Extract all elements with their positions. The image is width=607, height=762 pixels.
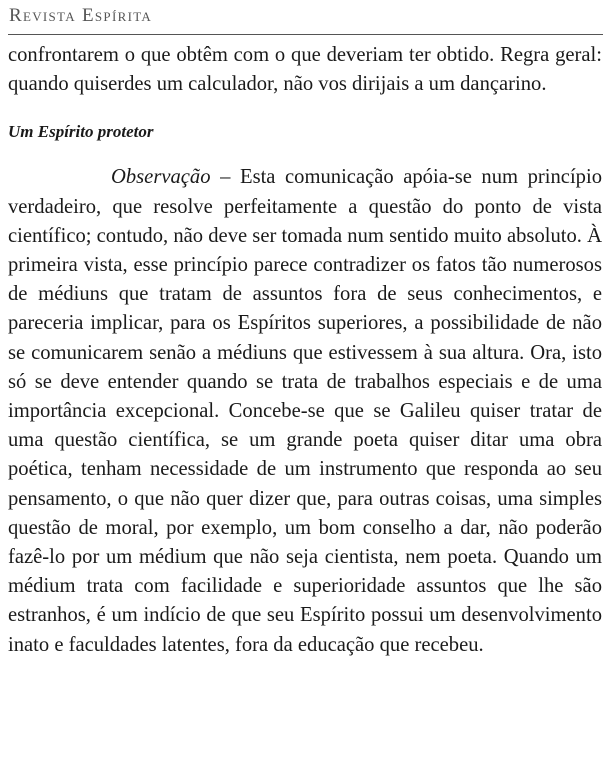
observation-label: Observação xyxy=(111,166,211,189)
page-body xyxy=(8,41,602,660)
header-rule xyxy=(8,34,603,35)
running-head-title: Revista Espírita xyxy=(9,5,153,26)
paragraph-continuation: confrontarem o que obtêm com o que deveriam ter obtido. Regra geral: quando quiserdes um calculador, não vos dirijais a um dançarino. xyxy=(8,44,602,96)
observation-text: – Esta comunicação apóia-se num princípio verdadeiro, que resolve perfeitamente a questão do ponto de vista científico; contudo, não deve ser tomada num sentido muito absoluto. À primeira vista, esse princípio parece contradizer os fatos tão numerosos de médiuns que tratam de assuntos fora de seus conhecimentos, e pareceria implicar, para os Espíritos superiores, a possibilidade de não se comunicarem senão a médiuns que estivessem à sua altura. Ora, isto só se deve entender quando se trata de trabalhos especiais e de uma importância excepcional. Concebe-se que se Galileu quiser tratar de uma questão científica, se um grande poeta quiser ditar uma obra poética, tenham necessidade de um instrumento que responda ao seu pensamento, o que não quer dizer que, para outras coisas, uma simples questão de moral, por exemplo, um bom conselho a dar, não poderão fazê-lo por um médium que não seja cientista, nem poeta. Quando um médium trata com facilidade e superioridade assuntos que lhe são estranhos, é um indício de que seu Espírito possui um desenvolvimento inato e faculdades latentes, fora da educação que recebeu. xyxy=(8,166,602,656)
signature: Um Espírito protetor xyxy=(8,122,154,142)
observation-paragraph xyxy=(8,163,602,659)
